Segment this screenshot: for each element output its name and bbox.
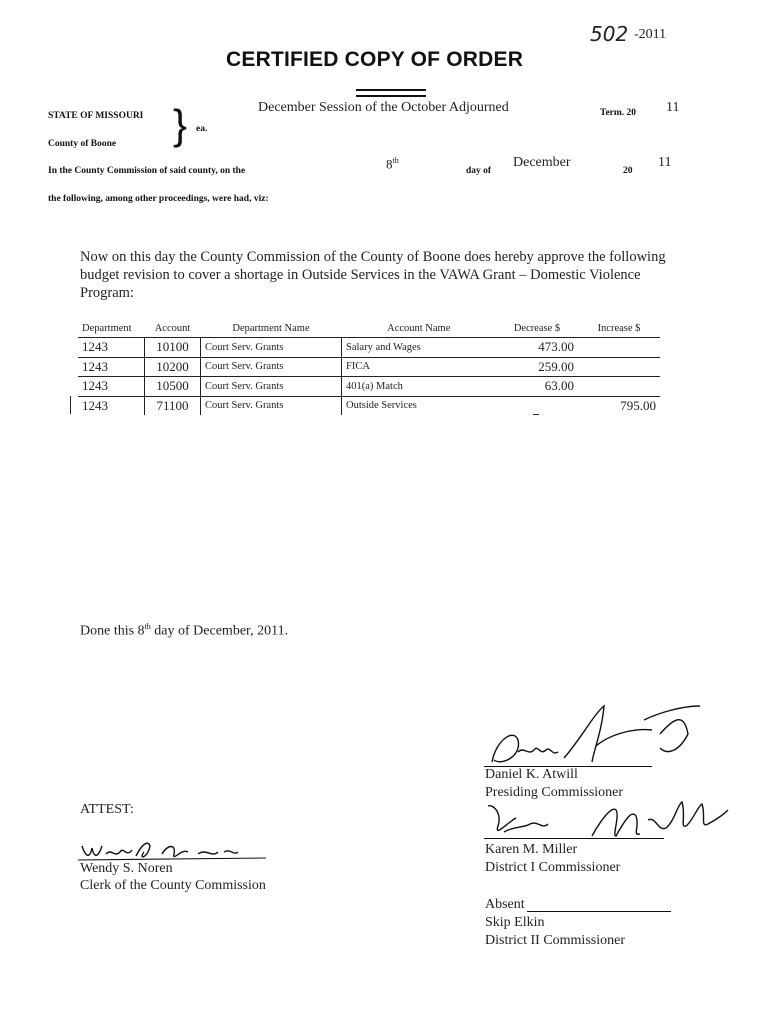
district1-title: District I Commissioner	[485, 860, 621, 875]
cell-decrease: 473.00	[496, 338, 578, 358]
term-label: Term. 20	[600, 108, 637, 118]
cell-decrease: 63.00	[496, 377, 578, 397]
signature-atwill	[484, 700, 714, 775]
table-header-row	[78, 321, 660, 338]
commission-line: In the County Commission of said county, on the	[48, 166, 246, 176]
cell-department-name: Court Serv. Grants	[201, 357, 342, 377]
signature-miller	[480, 796, 740, 848]
cell-account-name: Outside Services	[342, 396, 497, 415]
table-row	[78, 377, 660, 397]
col-header-account: Account	[145, 321, 201, 338]
cell-increase	[578, 377, 660, 397]
year-value: 11	[658, 155, 672, 170]
district2-signature-line	[527, 911, 671, 912]
district1-name: Karen M. Miller	[485, 842, 578, 857]
col-header-department-name: Department Name	[201, 321, 342, 338]
cell-department-name: Court Serv. Grants	[201, 338, 342, 358]
cell-increase	[578, 338, 660, 358]
table-row	[78, 396, 660, 415]
cell-department-name: Court Serv. Grants	[201, 377, 342, 397]
table-row	[78, 357, 660, 377]
table-row	[78, 338, 660, 358]
cell-increase: 795.00	[620, 397, 656, 413]
margin-mark	[70, 396, 71, 414]
budget-revision-table	[78, 321, 660, 415]
dash-mark	[533, 414, 539, 415]
presiding-title: Presiding Commissioner	[485, 785, 624, 800]
cell-increase	[578, 357, 660, 377]
cell-department: 1243	[78, 377, 145, 397]
state-label: STATE OF MISSOURI	[48, 111, 144, 121]
cell-decrease	[496, 396, 578, 415]
term-value: 11	[666, 100, 680, 115]
day-value: 8th	[386, 156, 399, 172]
col-header-decrease: Decrease $	[496, 321, 578, 338]
col-header-increase: Increase $	[578, 321, 660, 338]
county-label: County of Boone	[48, 139, 117, 149]
year-label: 20	[623, 166, 633, 176]
order-body-text: Now on this day the County Commission of the County of Boone does hereby approve the following budget revision to cover a shortage in Outside Services in the VAWA Grant – Domestic Violence Program:	[80, 249, 666, 301]
title-rule	[356, 95, 426, 97]
title-rule	[356, 89, 426, 91]
cell-account: 71100	[145, 396, 201, 415]
district1-signature-line	[484, 838, 664, 839]
cell-department-name: Court Serv. Grants	[201, 396, 342, 415]
attest-name: Wendy S. Noren	[80, 861, 173, 876]
brace: }	[173, 101, 188, 148]
cell-department: 1243	[78, 357, 145, 377]
order-number-handwritten: 502	[590, 22, 629, 46]
district2-status: Absent	[485, 897, 525, 912]
order-number-year: -2011	[634, 27, 667, 42]
page-title: CERTIFIED COPY OF ORDER	[226, 48, 524, 71]
session-text: December Session of the October Adjourned	[258, 100, 509, 115]
cell-account-name: 401(a) Match	[342, 377, 497, 397]
cell-account-name: Salary and Wages	[342, 338, 497, 358]
cell-department: 1243	[82, 397, 108, 413]
attest-title: Clerk of the County Commission	[80, 878, 266, 893]
col-header-account-name: Account Name	[342, 321, 497, 338]
month-value: December	[513, 155, 571, 170]
cell-department: 1243	[78, 338, 145, 358]
district2-title: District II Commissioner	[485, 933, 625, 948]
attest-label: ATTEST:	[80, 802, 134, 817]
cell-decrease: 259.00	[496, 357, 578, 377]
proceedings-line: the following, among other proceedings, were had, viz:	[48, 194, 269, 204]
presiding-name: Daniel K. Atwill	[485, 767, 578, 782]
cell-account: 10200	[145, 357, 201, 377]
ea-label: ea.	[196, 124, 208, 134]
cell-account-name: FICA	[342, 357, 497, 377]
day-of-label: day of	[466, 166, 492, 176]
col-header-department: Department	[78, 321, 145, 338]
done-date-text: Done this 8th day of December, 2011.	[80, 622, 289, 639]
district2-name: Skip Elkin	[485, 915, 545, 930]
cell-account: 10500	[145, 377, 201, 397]
cell-account: 10100	[145, 338, 201, 358]
